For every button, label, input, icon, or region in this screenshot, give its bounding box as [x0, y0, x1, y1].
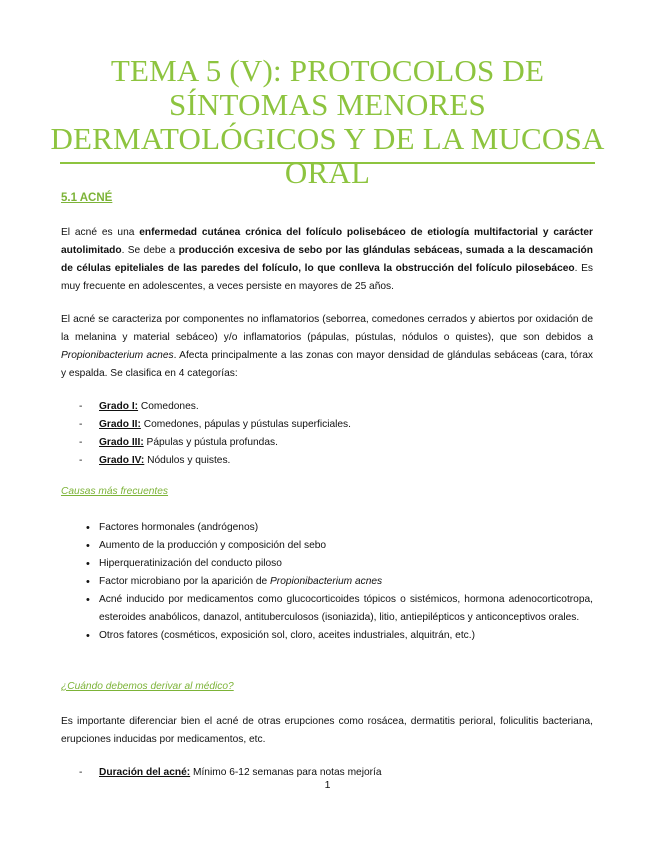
list-item-cause: • Hiperqueratinización del conducto piloso — [61, 555, 593, 573]
document-title: TEMA 5 (V): PROTOCOLOS DE SÍNTOMAS MENORES DERMATOLÓGICOS Y DE LA MUCOSA ORAL — [50, 53, 605, 190]
duration-label: Duración del acné: — [99, 767, 191, 778]
bold-run: producción excesiva de sebo por las glándulas sebáceas, sumada a la descamación de células epiteliales de las paredes del folículo, lo que conlleva la obstrucción del folículo pilosebáceo — [61, 245, 593, 274]
list-item-cause: • Acné inducido por medicamentos como glucocorticoides tópicos o sistémicos, hormona adenocorticotropa, esteroides anabólicos, danazol, antituberculosos (isoniazida), litio, antiepilépticos y anticonceptivos orales. — [61, 591, 593, 627]
list-item-cause: • Aumento de la producción y composición del sebo — [61, 537, 593, 555]
grade-text: Comedones. — [138, 401, 199, 412]
text-run: . Es muy frecuente en adolescentes, a veces persiste en mayores de 25 años. — [61, 263, 593, 292]
list-item-grade — [61, 398, 593, 416]
grades-list — [61, 398, 593, 470]
list-item-cause: • Otros fatores (cosméticos, exposición sol, cloro, aceites industriales, alquitrán, etc.) — [61, 627, 593, 645]
paragraph-differentiate: Es importante diferenciar bien el acné de otras erupciones como rosácea, dermatitis perioral, foliculitis bacteriana, erupciones inducidas por medicamentos, etc. — [61, 716, 593, 745]
list-item-grade — [61, 434, 593, 452]
list-item-cause — [61, 573, 593, 591]
text-run: El acné es una — [61, 227, 140, 238]
bold-run: enfermedad cutánea crónica del folículo polisebáceo de etiología multifactorial y carácter autolimitado — [61, 227, 593, 256]
refer-heading: ¿Cuándo debemos derivar al médico? — [61, 681, 234, 692]
text-run: . Se debe a — [121, 245, 179, 256]
text-run: Factor microbiano por la aparición de — [99, 576, 271, 587]
paragraph-intro — [61, 224, 593, 296]
section-heading: 5.1 ACNÉ — [61, 192, 113, 204]
list-item-grade — [61, 452, 593, 470]
grade-label: Grado III: — [99, 437, 144, 448]
grade-label: Grado II: — [99, 419, 141, 430]
causes-heading: Causas más frecuentes — [61, 486, 169, 497]
list-item-cause: • Factores hormonales (andrógenos) — [61, 519, 593, 537]
grade-text: Pápulas y pústula profundas. — [143, 437, 278, 448]
causes-list — [61, 519, 593, 645]
paragraph-characteristics — [61, 311, 593, 383]
text-run: . Afecta principalmente a las zonas con mayor densidad de glándulas sebáceas (cara, tórax y espalda. Se clasifica en 4 categorías: — [61, 350, 593, 379]
grade-label: Grado I: — [99, 401, 139, 412]
grade-text: Nódulos y quistes. — [144, 455, 231, 466]
italic-run: Propionibacterium acnes — [270, 576, 383, 587]
duration-text: Mínimo 6-12 semanas para notas mejoría — [190, 767, 382, 778]
grade-label: Grado IV: — [99, 455, 145, 466]
list-item-grade — [61, 416, 593, 434]
text-run: El acné se caracteriza por componentes no inflamatorios (seborrea, comedones cerrados y abiertos por oxidación de la melanina y material sebáceo) y/o inflamatorios (pápulas, pústulas, nódulos o quistes), que son debidos a — [61, 314, 593, 343]
title-rule — [60, 162, 595, 164]
italic-run: Propionibacterium acnes — [61, 350, 174, 361]
grade-text: Comedones, pápulas y pústulas superficiales. — [140, 419, 351, 430]
page-number: 1 — [324, 779, 331, 791]
